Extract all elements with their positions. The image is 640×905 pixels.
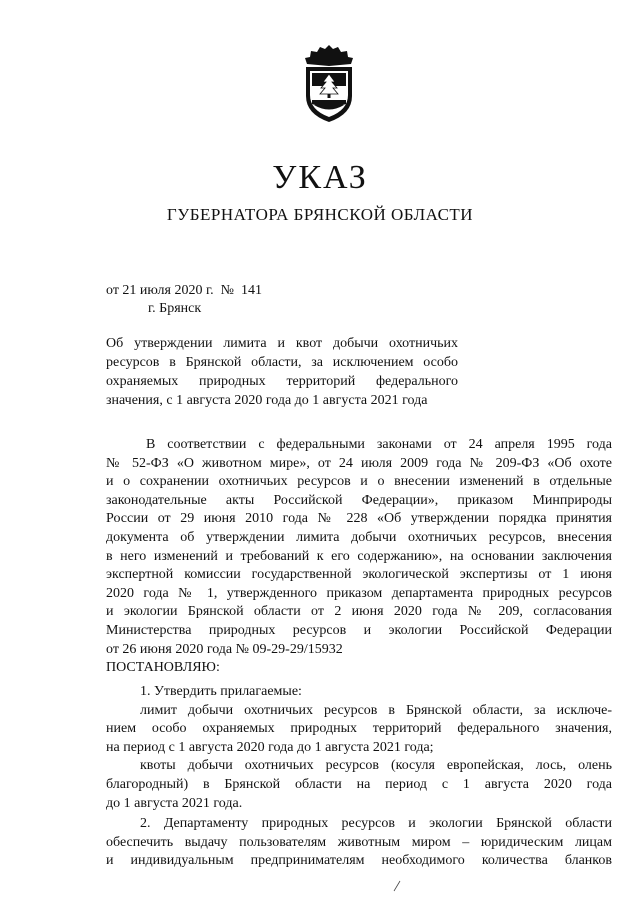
- subject-line: ресурсов в Брянской области, за исключением особо: [106, 355, 458, 370]
- preamble-line: России от 29 июня 2010 года № 228 «Об утверждении порядка принятия: [106, 511, 612, 527]
- item-1-quotas-line: до 1 августа 2021 года.: [106, 795, 243, 811]
- preamble-line: № 52-ФЗ «О животном мире», от 24 июля 2009 года № 209-ФЗ «Об охоте: [106, 455, 612, 471]
- coat-of-arms-emblem: [302, 44, 356, 124]
- city: г. Брянск: [148, 301, 202, 316]
- preamble-line: от 26 июня 2020 года № 09-29-29/15932: [106, 641, 343, 657]
- item-2-line: обеспечить выдачу пользователям животным миром – юридическим лицам: [106, 834, 612, 850]
- preamble-line: в него изменений и требований к его содержанию», на основании заключения: [106, 548, 612, 564]
- item-1-limit-line: на период с 1 августа 2020 года до 1 августа 2021 года;: [106, 739, 434, 755]
- preamble-line: документа об утверждении лимита добычи охотничьих ресурсов, внесения: [106, 529, 612, 545]
- item-1-limit-line: лимит добычи охотничьих ресурсов в Брянской области, за исключе-: [140, 702, 612, 718]
- item-2: [106, 815, 612, 871]
- preamble-line: экспертной комиссии государственной экологической экспертизы от 1 июня: [106, 567, 612, 583]
- subject-line: Об утверждении лимита и квот добычи охотничьих: [106, 336, 458, 351]
- decree-subject: [106, 334, 458, 410]
- preamble-line: Министерства природных ресурсов и экологии Российской Федерации: [106, 622, 612, 638]
- subject-line: значения, с 1 августа 2020 года до 1 августа 2021 года: [106, 393, 428, 408]
- date-number: от 21 июля 2020 г. № 141: [106, 283, 262, 298]
- item-1: [106, 683, 612, 813]
- item-1-heading: 1. Утвердить прилагаемые:: [140, 684, 302, 699]
- item-1-quotas-line: квоты добычи охотничьих ресурсов (косуля европейская, лось, олень: [140, 758, 612, 774]
- decree-word: ПОСТАНОВЛЯЮ:: [106, 660, 220, 676]
- subject-line: охраняемых природных территорий федерального: [106, 374, 458, 389]
- preamble-line: и экологии Брянской области от 2 июня 2020 года № 209, согласования: [106, 604, 612, 620]
- document-subtitle: ГУБЕРНАТОРА БРЯНСКОЙ ОБЛАСТИ: [166, 205, 474, 224]
- document-title: УКАЗ: [272, 159, 368, 196]
- item-2-line: и индивидуальным предпринимателям необходимого количества бланков: [106, 853, 612, 869]
- document-meta: [106, 282, 262, 318]
- preamble-line: законодательные акты Российской Федерации», приказом Минприроды: [106, 492, 612, 508]
- item-1-quotas-line: благородный) в Брянской области на период с 1 августа 2020 года: [106, 776, 612, 792]
- preamble-paragraph: [106, 436, 612, 678]
- pen-mark: [392, 880, 402, 892]
- preamble-line: В соответствии с федеральными законами от 24 апреля 1995 года: [146, 437, 612, 452]
- preamble-line: и о сохранении охотничьих ресурсов и о внесении изменений в отдельные: [106, 474, 612, 490]
- preamble-line: 2020 года № 1, утвержденного приказом департамента природных ресурсов: [106, 585, 612, 601]
- item-1-limit-line: нием особо охраняемых природных территорий федерального значения,: [106, 721, 612, 737]
- item-2-line: 2. Департаменту природных ресурсов и экологии Брянской области: [140, 816, 612, 831]
